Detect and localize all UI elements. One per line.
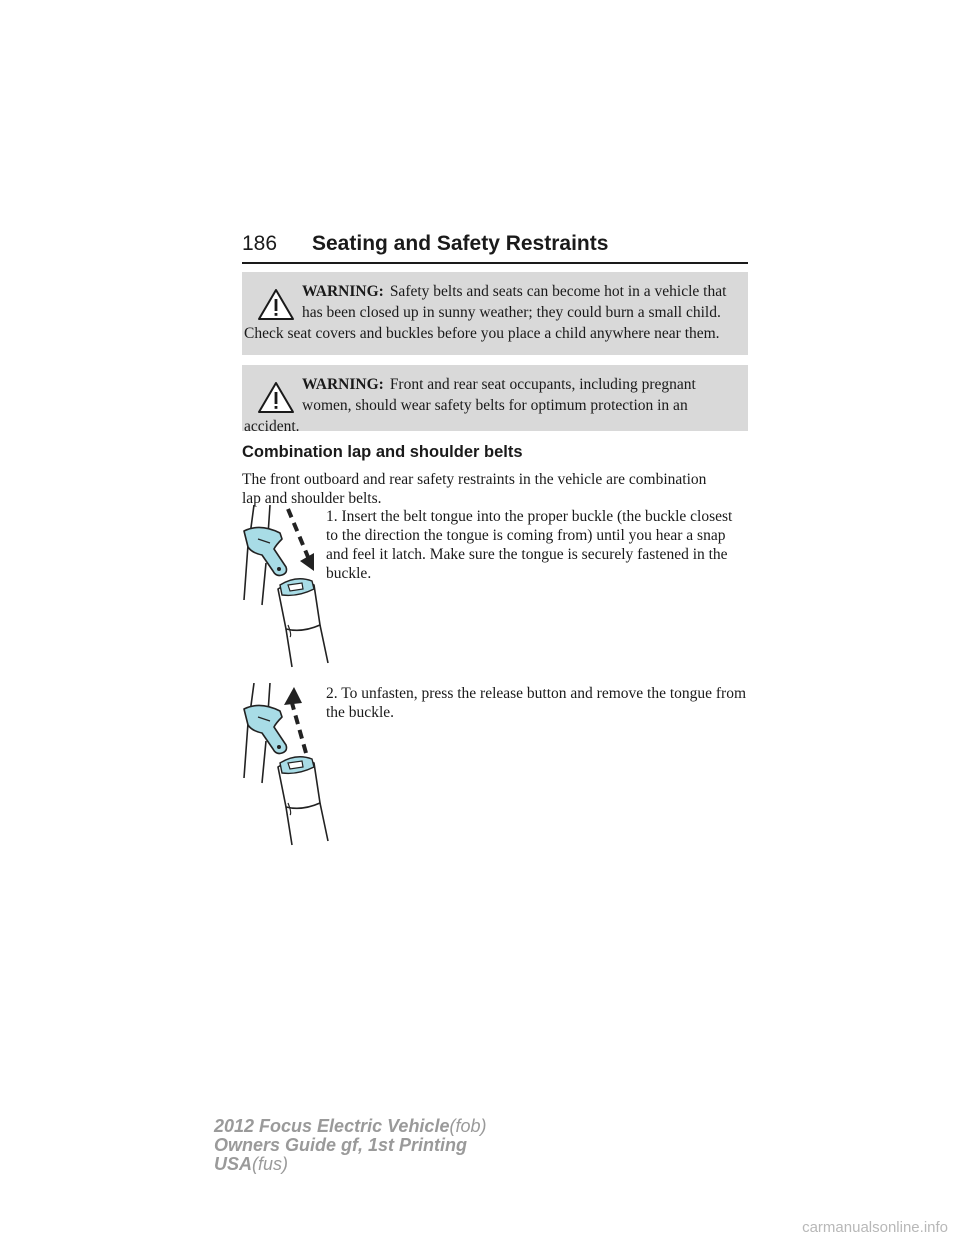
footer-guide: Owners Guide gf, 1st Printing: [214, 1135, 468, 1155]
warning-box-occupants: [242, 365, 748, 435]
page-header: [242, 232, 748, 262]
footer-market-code: (fus): [252, 1154, 289, 1174]
warning-label: WARNING:: [302, 283, 384, 300]
warning-box-hot-belts: [242, 272, 748, 355]
header-divider: [242, 262, 748, 264]
footer-vehicle: 2012 Focus Electric Vehicle: [214, 1116, 450, 1136]
warning-text: Front and rear seat occupants, including pregnant women, should wear safety belts for optimum protection in an accident.: [244, 376, 696, 435]
warning-triangle-icon: [256, 287, 296, 323]
footer-vehicle-code: (fob): [449, 1116, 487, 1136]
section-title: Seating and Safety Restraints: [312, 232, 609, 255]
seatbelt-fasten-illustration: [236, 505, 336, 675]
warning-text: Safety belts and seats can become hot in a vehicle that has been closed up in sunny weather; they could burn a small child. Check seat covers and buckles before you place a child anywhere near them.: [244, 283, 727, 342]
warning-triangle-icon: [256, 380, 296, 416]
watermark: carmanualsonline.info: [802, 1219, 948, 1236]
step-1-text: 1. Insert the belt tongue into the proper buckle (the buckle closest to the direction the tongue is coming from) until you hear a snap and feel it latch. Make sure the tongue is securely fastened in the buckle.: [326, 508, 733, 582]
section-heading: Combination lap and shoulder belts: [242, 443, 523, 461]
intro-paragraph: The front outboard and rear safety restraints in the vehicle are combination lap and shoulder belts.: [242, 471, 707, 507]
footer-market: USA: [214, 1154, 253, 1174]
seatbelt-unfasten-illustration: [236, 683, 336, 853]
warning-label: WARNING:: [302, 376, 384, 393]
step-2-text: 2. To unfasten, press the release button and remove the tongue from the buckle.: [326, 685, 747, 721]
document-footer: [214, 1117, 486, 1174]
page-number: 186: [242, 232, 278, 255]
